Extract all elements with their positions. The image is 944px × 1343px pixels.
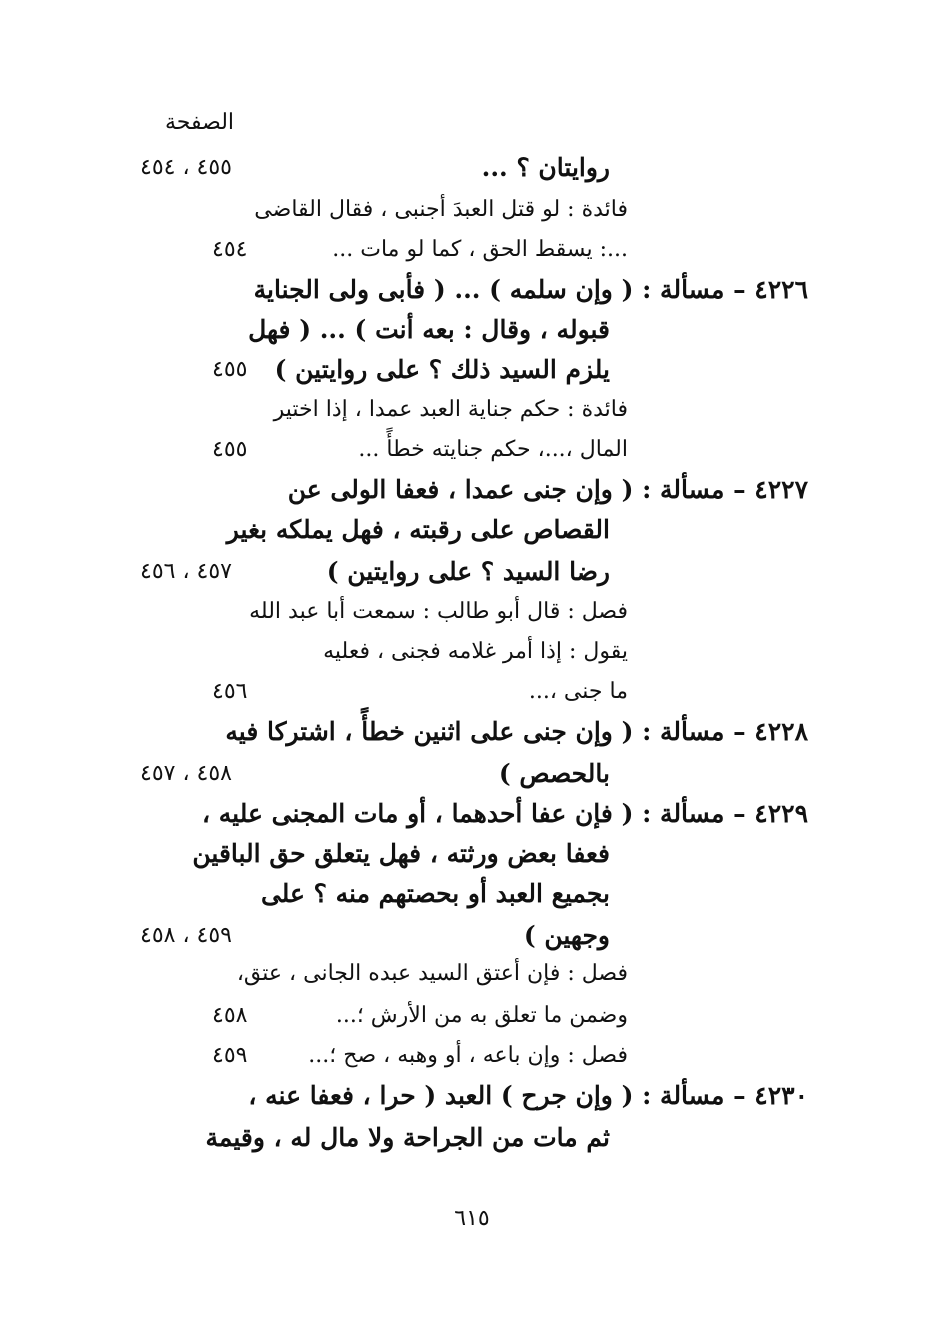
entry-text: فعفا بعض ورثته ، فهل يتعلق حق الباقين — [192, 839, 610, 868]
entry-text: ٤٢٢٩ – مسألة : ( فإن عفا أحدهما ، أو مات المجنى عليه ، — [201, 799, 808, 828]
entry-text: بجميع العبد أو بحصتهم منه ؟ على — [260, 879, 610, 908]
entry-page-refs: ٤٥٤ — [212, 237, 248, 262]
index-entry — [0, 190, 944, 230]
index-entry — [0, 310, 944, 350]
entry-text: ٤٢٢٦ – مسألة : ( وإن سلمه ) ... ( فأبى ولى الجناية — [253, 275, 808, 304]
entry-page-refs: ٤٥٩ ، ٤٥٨ — [140, 923, 232, 948]
index-entry — [0, 350, 944, 390]
index-entry — [0, 148, 944, 188]
index-entry — [0, 510, 944, 550]
index-entry — [0, 270, 944, 310]
entry-text: ٤٢٢٨ – مسألة : ( وإن جنى على اثنين خطأً ، اشتركا فيه — [225, 717, 808, 746]
entry-text: القصاص على رقبته ، فهل يملكه بغير — [226, 515, 610, 544]
entry-page-refs: ٤٥٦ — [212, 679, 248, 704]
entry-text: ...: يسقط الحق ، كما لو مات ... — [332, 237, 628, 262]
entry-text: روايتان ؟ ... — [481, 153, 610, 182]
entry-text: فصل : وإن باعه ، أو وهبه ، صح ؛... — [308, 1043, 628, 1068]
entry-page-refs: ٤٥٥ — [212, 437, 248, 462]
index-entry — [0, 552, 944, 592]
index-entry — [0, 834, 944, 874]
entry-page-refs: ٤٥٨ — [212, 1003, 248, 1028]
entry-page-refs: ٤٥٨ ، ٤٥٧ — [140, 761, 232, 786]
entry-text: وجهين ) — [523, 921, 610, 950]
index-entry — [0, 1036, 944, 1076]
index-entry — [0, 794, 944, 834]
index-entry — [0, 592, 944, 632]
entry-page-refs: ٤٥٩ — [212, 1043, 248, 1068]
index-entry — [0, 672, 944, 712]
entry-text: وضمن ما تعلق به من الأرش ؛... — [335, 1003, 628, 1028]
entry-text: فصل : قال أبو طالب : سمعت أبا عبد الله — [249, 599, 628, 624]
index-entry — [0, 390, 944, 430]
entry-text: بالحصص ) — [498, 759, 610, 788]
entry-text: فائدة : لو قتل العبدَ أجنبى ، فقال القاضى — [254, 197, 628, 222]
index-entry — [0, 996, 944, 1036]
index-entry — [0, 916, 944, 956]
entry-text: المال ،...، حكم جنايته خطأً ... — [358, 437, 628, 462]
entry-text: فصل : فإن أعتق السيد عبده الجانى ، عتق، — [236, 961, 628, 986]
entry-page-refs: ٤٥٧ ، ٤٥٦ — [140, 559, 232, 584]
entry-page-refs: ٤٥٥ ، ٤٥٤ — [140, 155, 232, 180]
index-entry — [0, 1076, 944, 1116]
index-entry — [0, 874, 944, 914]
index-entry — [0, 430, 944, 470]
entry-page-refs: ٤٥٥ — [212, 357, 248, 382]
entry-text: ٤٢٢٧ – مسألة : ( وإن جنى عمدا ، فعفا الولى عن — [287, 475, 808, 504]
entry-text: قبوله ، وقال : بعه أنت ) ... ( فهل — [248, 315, 610, 344]
index-entry — [0, 754, 944, 794]
entry-text: رضا السيد ؟ على روايتين ) — [326, 557, 610, 586]
entry-text: ٤٢٣٠ – مسألة : ( وإن جرح ) العبد ( حرا ، فعفا عنه ، — [248, 1081, 808, 1110]
index-entry — [0, 712, 944, 752]
index-entry — [0, 1118, 944, 1158]
entry-text: يلزم السيد ذلك ؟ على روايتين ) — [274, 355, 610, 384]
page-number: ٦١٥ — [454, 1206, 490, 1231]
entry-text: يقول : إذا أمر غلامه فجنى ، فعليه — [323, 639, 628, 664]
index-entry — [0, 470, 944, 510]
entry-text: ثم مات من الجراحة ولا مال له ، وقيمة — [205, 1123, 610, 1152]
index-entry — [0, 230, 944, 270]
index-entry — [0, 954, 944, 994]
index-entry — [0, 632, 944, 672]
page-column-header: الصفحة — [165, 110, 235, 135]
entry-text: فائدة : حكم جناية العبد عمدا ، إذا اختير — [273, 397, 628, 422]
entry-text: ما جنى ،... — [528, 679, 628, 704]
